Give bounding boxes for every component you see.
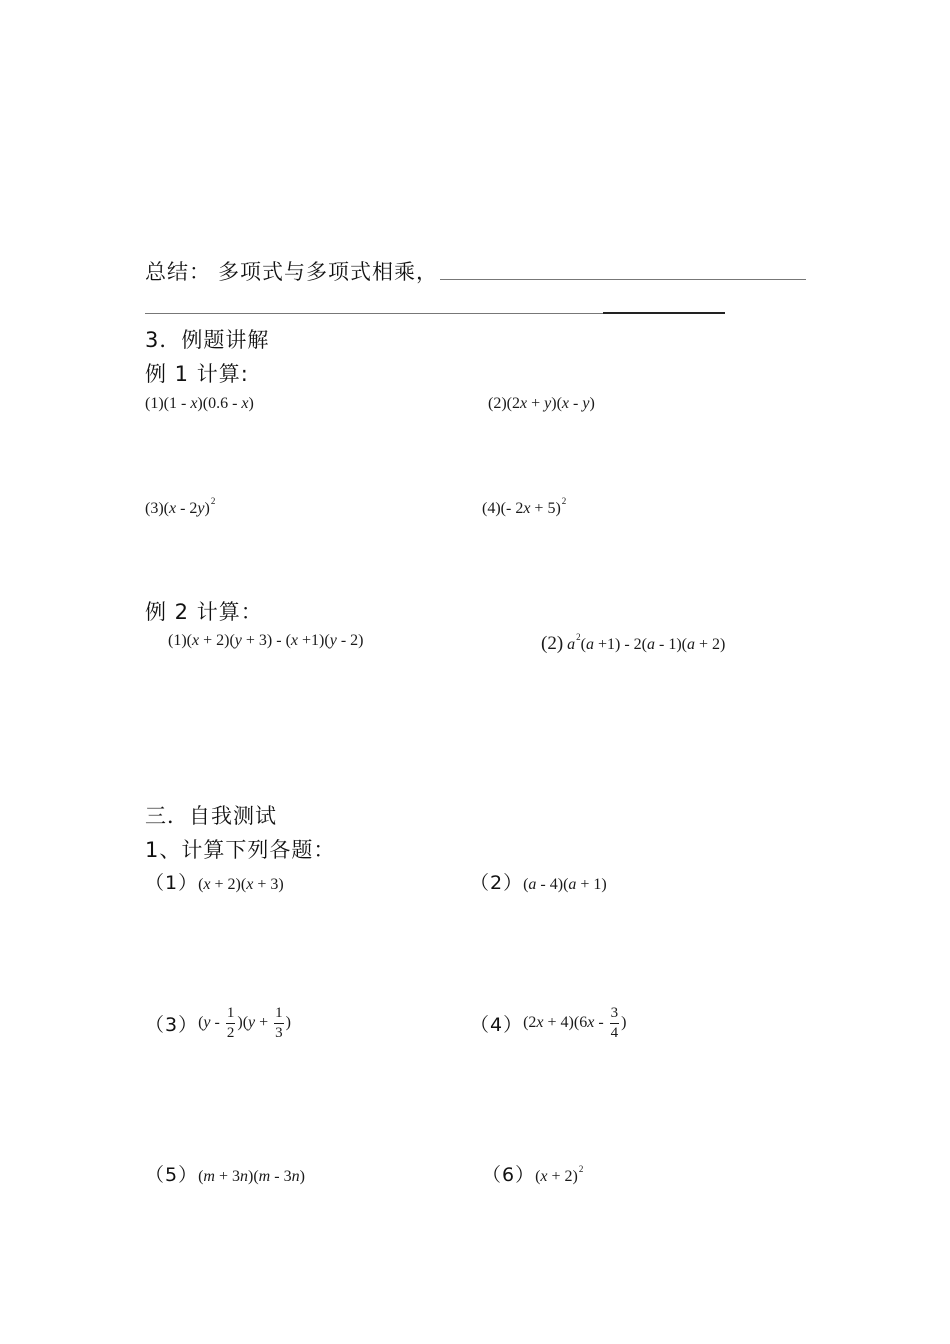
exercise-6-label: （6） — [482, 1164, 536, 1186]
example-1-title: 例 1 计算: — [145, 362, 249, 386]
answer-blank-2[interactable] — [145, 313, 605, 314]
example-2-formula-2: (2) $a^2(a +1) - 2(a - 1)(a + 2)$ — [541, 632, 726, 654]
exercise-3-formula: (y - $\frac{1}{2}$ )(y + $\frac{1}{3}$ ) — [198, 1005, 291, 1041]
example-1-formula-2: (2)(2x + y)(x - y) — [488, 395, 595, 412]
exercise-2-label: （2） — [470, 872, 524, 894]
exercise-6-formula: $(x + 2)^2$ — [535, 1164, 584, 1185]
exercise-3-label: （3） — [145, 1014, 199, 1036]
example-1-formula-1: (1)(1 - x)(0.6 - x) — [145, 395, 254, 412]
exercise-5-formula: (m + 3n)(m - 3n) — [198, 1168, 305, 1185]
example-1-formula-4: (4)(- 2x + 5)$^2$ — [482, 496, 567, 517]
summary-text: 多项式与多项式相乘， — [218, 260, 438, 284]
exercise-5 — [145, 1160, 305, 1187]
exercise-4-label: （4） — [470, 1014, 524, 1036]
self-test-task: 1、计算下列各题： — [145, 838, 336, 862]
example-1-formula-3: (3)(x - 2y)$^2$ — [145, 496, 216, 517]
exercise-6 — [482, 1160, 583, 1187]
summary-label: 总结： — [145, 260, 211, 284]
exercise-4 — [470, 1006, 626, 1041]
exercise-5-label: （5） — [145, 1164, 199, 1186]
section-3-title: 3．例题讲解 — [145, 328, 270, 352]
exercise-1-label: （1） — [145, 872, 199, 894]
answer-blank-1[interactable] — [440, 279, 806, 280]
self-test-title: 三．自我测试 — [145, 804, 277, 828]
example-2-formula-1: (1)(x + 2)(y + 3) - (x +1)(y - 2) — [168, 632, 364, 649]
example-2-title: 例 2 计算： — [145, 600, 263, 624]
exercise-1 — [145, 868, 284, 895]
exercise-3 — [145, 1006, 291, 1041]
exercise-2 — [470, 868, 607, 895]
answer-blank-3[interactable] — [603, 312, 725, 314]
example-2-formula-2-label: (2) — [541, 633, 564, 654]
exercise-1-formula: (x + 2)(x + 3) — [198, 876, 284, 893]
exercise-2-formula: (a - 4)(a + 1) — [523, 876, 607, 893]
exercise-4-formula: (2x + 4)(6x - $\frac{3}{4}$ ) — [523, 1005, 627, 1041]
